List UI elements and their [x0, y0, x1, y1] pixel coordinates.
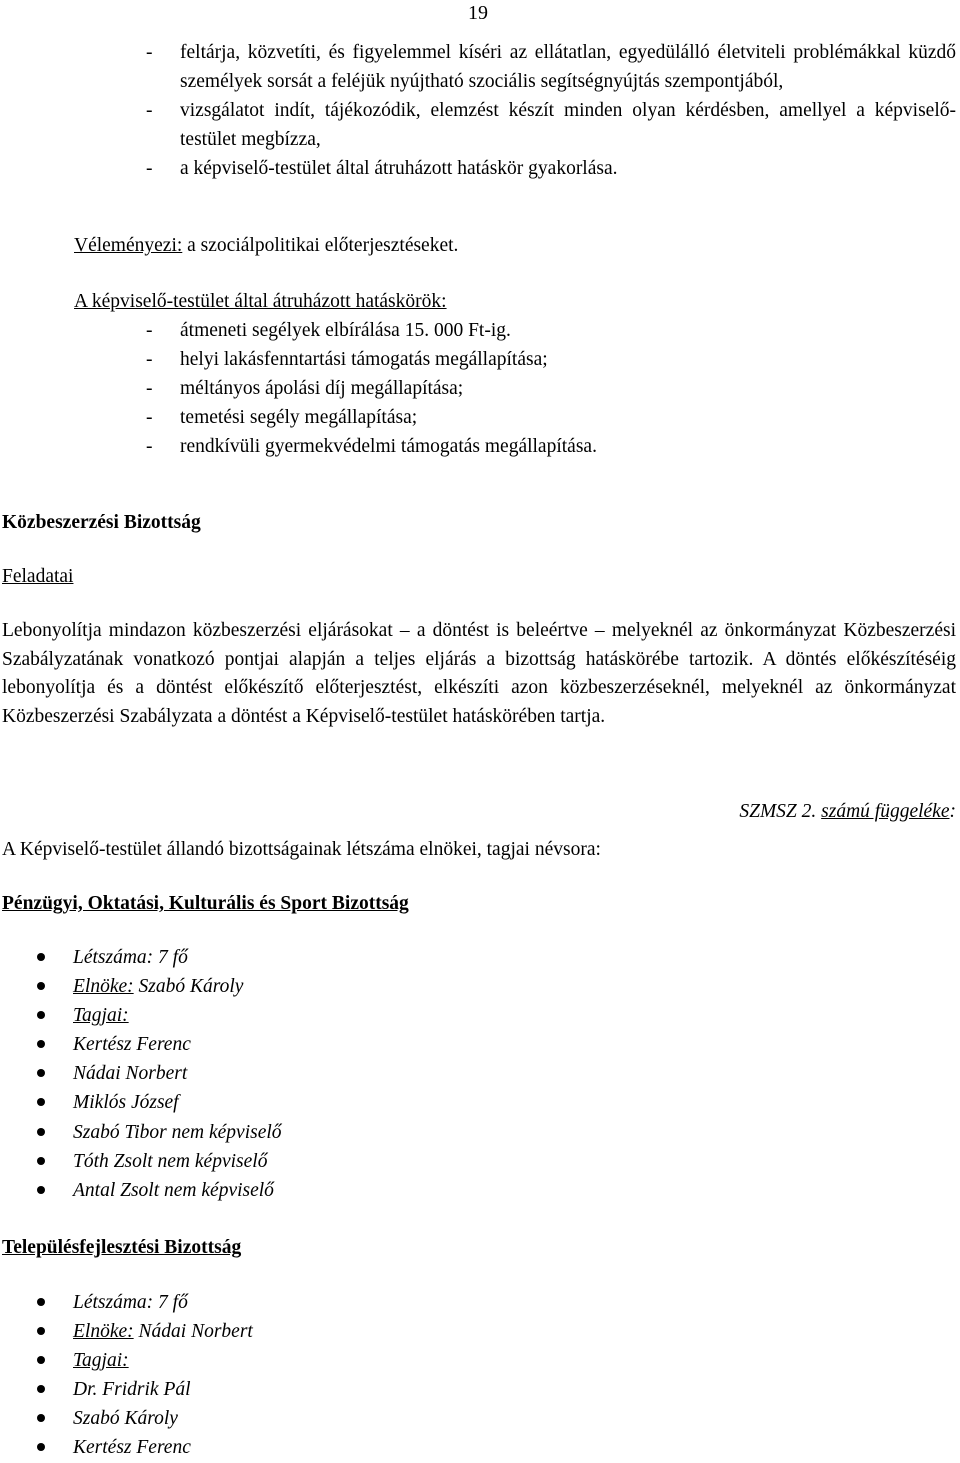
- member-name: Tóth Zsolt nem képviselő: [73, 1150, 268, 1172]
- list-item: [0, 38, 960, 96]
- bullet-icon: [37, 1443, 45, 1451]
- procurement-subtitle: Feladatai: [2, 566, 74, 587]
- list-item-text: rendkívüli gyermekvédelmi támogatás megállapítása.: [180, 436, 597, 457]
- appendix-suffix: :: [949, 801, 956, 822]
- committee-members-list: [0, 1288, 253, 1463]
- list-item: [0, 316, 960, 345]
- bullet-icon: [37, 1298, 45, 1306]
- list-item: [0, 1288, 253, 1317]
- delegated-list: [0, 316, 960, 461]
- chair-name: Szabó Károly: [133, 976, 244, 998]
- dash-marker: -: [146, 158, 153, 179]
- committee-members-list: [0, 943, 282, 1205]
- member-name: Kertész Ferenc: [73, 1437, 191, 1459]
- opinion-text: a szociálpolitikai előterjesztéseket.: [182, 235, 459, 256]
- procurement-paragraph: Lebonyolítja mindazon közbeszerzési eljárásokat – a döntést is beleértve – melyeknél az önkormányzat Közbeszerzési Szabályzatának vonatkozó pontjai alapján a teljes eljárás a bizottság hatáskörébe tartozik. A döntés előkészítéséig lebonyolítja és a döntést előkészítő előterjesztést, elkészíti azon közbeszerzéseknél, melyeknél az önkormányzat Közbeszerzési Szabályzata a döntést a Képviselő-testület hatáskörében tartja.: [2, 620, 956, 727]
- opinion-line: [74, 231, 458, 260]
- dash-marker: -: [146, 407, 153, 428]
- member-name: Kertész Ferenc: [73, 1034, 191, 1056]
- list-item: [0, 1317, 253, 1346]
- list-item: [0, 374, 960, 403]
- list-item: [0, 1118, 282, 1147]
- bullet-icon: [37, 1157, 45, 1165]
- chair-name: Nádai Norbert: [133, 1321, 253, 1343]
- dash-marker: -: [146, 100, 153, 121]
- roster-intro: A Képviselő-testület állandó bizottságainak létszáma elnökei, tagjai névsora:: [2, 839, 601, 860]
- bullet-icon: [37, 1098, 45, 1106]
- list-item: [0, 1404, 253, 1433]
- list-item: [0, 972, 282, 1001]
- page-number: 19: [468, 2, 488, 24]
- list-item: [0, 1001, 282, 1030]
- dash-marker: -: [146, 320, 153, 341]
- dash-marker: -: [146, 42, 153, 63]
- members-label: Tagjai:: [73, 1005, 129, 1027]
- headcount: Létszáma: 7 fő: [73, 947, 188, 968]
- bullet-icon: [37, 953, 45, 961]
- appendix-label: számú függeléke: [821, 801, 950, 822]
- list-item: [0, 1346, 253, 1375]
- headcount: Létszáma: 7 fő: [73, 1292, 188, 1313]
- bullet-icon: [37, 1186, 45, 1194]
- list-item: [0, 96, 960, 154]
- delegated-title: A képviselő-testület által átruházott hatáskörök:: [74, 291, 447, 312]
- appendix-reference: [739, 797, 956, 826]
- duties-list: [0, 38, 960, 183]
- list-item-text: átmeneti segélyek elbírálása 15. 000 Ft-ig.: [180, 320, 511, 341]
- list-item-text: vizsgálatot indít, tájékozódik, elemzést készít minden olyan kérdésben, amellyel a képviselő-testület megbízza,: [180, 100, 956, 150]
- list-item: [0, 943, 282, 972]
- bullet-icon: [37, 1069, 45, 1077]
- list-item: [0, 345, 960, 374]
- bullet-icon: [37, 1414, 45, 1422]
- member-name: Szabó Károly: [73, 1408, 178, 1430]
- list-item-text: temetési segély megállapítása;: [180, 407, 418, 428]
- dash-marker: -: [146, 378, 153, 399]
- member-name: Miklós József: [73, 1092, 179, 1114]
- list-item: [0, 432, 960, 461]
- list-item-text: a képviselő-testület által átruházott hatáskör gyakorlása.: [180, 158, 618, 179]
- procurement-title: Közbeszerzési Bizottság: [2, 512, 201, 533]
- committee-title: Településfejlesztési Bizottság: [2, 1237, 242, 1258]
- list-item: [0, 1030, 282, 1059]
- bullet-icon: [37, 982, 45, 990]
- list-item: [0, 1433, 253, 1462]
- bullet-icon: [37, 1040, 45, 1048]
- bullet-icon: [37, 1385, 45, 1393]
- list-item: [0, 154, 960, 183]
- bullet-icon: [37, 1011, 45, 1019]
- list-item: [0, 1375, 253, 1404]
- list-item: [0, 1147, 282, 1176]
- list-item-text: helyi lakásfenntartási támogatás megállapítása;: [180, 349, 548, 370]
- chair-label: Elnöke:: [73, 1321, 134, 1343]
- member-name: Dr. Fridrik Pál: [73, 1379, 191, 1401]
- list-item: [0, 403, 960, 432]
- list-item: [0, 1059, 282, 1088]
- bullet-icon: [37, 1356, 45, 1364]
- member-name: Szabó Tibor nem képviselő: [73, 1121, 282, 1143]
- dash-marker: -: [146, 349, 153, 370]
- committee-title: Pénzügyi, Oktatási, Kulturális és Sport Bizottság: [2, 893, 409, 914]
- bullet-icon: [37, 1128, 45, 1136]
- list-item-text: feltárja, közvetíti, és figyelemmel kíséri az ellátatlan, egyedülálló életviteli problémákkal küzdő személyek sorsát a feléjük nyújtható szociális segítségnyújtás szempontjából,: [180, 42, 956, 92]
- appendix-prefix: SZMSZ 2.: [739, 801, 822, 822]
- member-name: Antal Zsolt nem képviselő: [73, 1179, 274, 1201]
- list-item: [0, 1088, 282, 1117]
- list-item: [0, 1176, 282, 1205]
- bullet-icon: [37, 1327, 45, 1335]
- dash-marker: -: [146, 436, 153, 457]
- members-label: Tagjai:: [73, 1350, 129, 1372]
- member-name: Nádai Norbert: [73, 1063, 188, 1085]
- chair-label: Elnöke:: [73, 976, 134, 998]
- list-item-text: méltányos ápolási díj megállapítása;: [180, 378, 464, 399]
- opinion-label: Véleményezi:: [74, 235, 183, 256]
